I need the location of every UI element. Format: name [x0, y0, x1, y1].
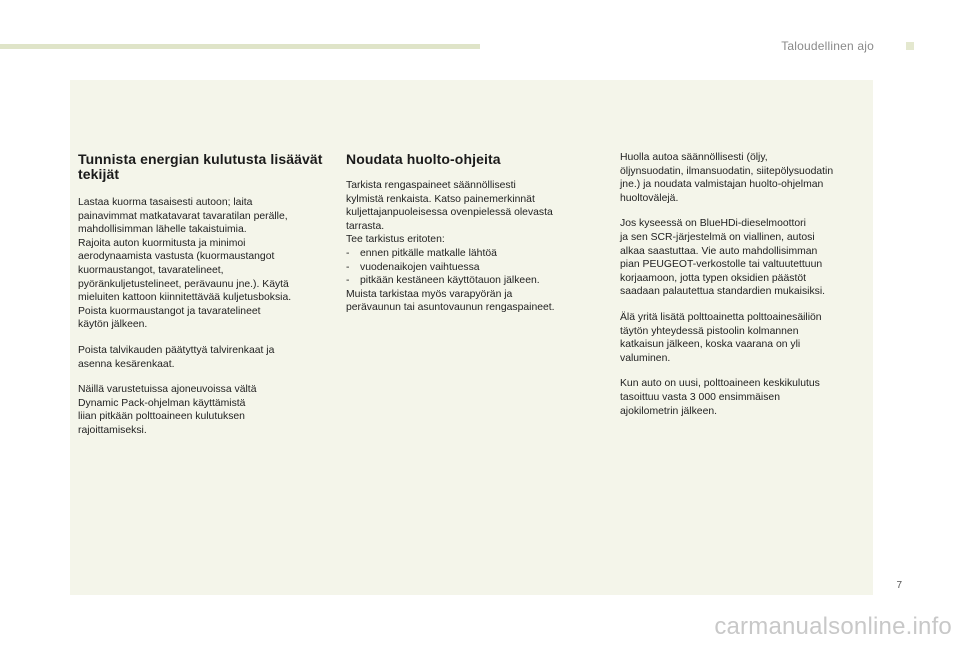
text-line: Huolla autoa säännöllisesti (öljy, [620, 152, 768, 163]
column-maintenance [346, 152, 596, 327]
text-line: kylmistä renkaista. Katso painemerkinnät [346, 193, 535, 205]
column-service [620, 151, 870, 430]
text-line: tarrasta. [346, 220, 385, 232]
text-line: rajoittamiseksi. [78, 424, 147, 436]
paragraph-winter-tyres [78, 344, 340, 371]
text-line: jne.) ja noudata valmistajan huolto-ohjelman [620, 179, 824, 191]
heading-energy-factors: Tunnista energian kulutusta lisäävät tekijät [78, 151, 323, 182]
text-line: Muista tarkistaa myös varapyörän ja [346, 288, 513, 300]
text-line: kuljettajanpuoleisessa ovenpielessä olevasta [346, 207, 553, 219]
paragraph-fuel-overfill [620, 311, 870, 365]
paragraph-service-intervals [620, 151, 870, 205]
text-line: pyöränkuljetustelineet, perävaunu jne.). Käytä [78, 278, 289, 290]
text-line: liian pitkään polttoaineen kulutuksen [78, 411, 245, 423]
text-line: käytön jälkeen. [78, 319, 148, 331]
content-panel [70, 80, 873, 595]
page-number: 7 [896, 580, 902, 591]
text-line: Rajoita auton kuormitusta ja minimoi [78, 237, 246, 249]
text-line: öljynsuodatin, ilmansuodatin, siitepölysuodatin [620, 165, 834, 177]
text-line: perävaunun tai asuntovaunun rengaspaineet. [346, 302, 555, 314]
text-line: Jos kyseessä on BlueHDi-dieselmoottori [620, 218, 806, 230]
list-item: - pitkään kestäneen käyttötauon jälkeen. [346, 274, 596, 288]
text-line: Kun auto on uusi, polttoaineen keskikulutus [620, 378, 820, 390]
text-line: ja sen SCR-järjestelmä on viallinen, autosi [620, 231, 815, 243]
text-line: katkaisun jälkeen, koska vaarana on yli [620, 339, 801, 351]
paragraph-loading [78, 196, 340, 332]
paragraph-new-car [620, 377, 870, 418]
text-line: Poista kuormaustangot ja tavaratelineet [78, 305, 261, 317]
watermark-text: carmanualsonline.info [714, 613, 952, 640]
list-item: - vuodenaikojen vaihtuessa [346, 261, 596, 275]
check-list [346, 247, 596, 288]
text-line: mieluiten kattoon kiinnitettävää kuljetusboksia. [78, 292, 292, 304]
column-energy-factors [78, 152, 340, 450]
text-line: alkaa saastuttaa. Vie auto mahdollisimman [620, 245, 818, 257]
text-line: asenna kesärenkaat. [78, 358, 175, 370]
text-line: aerodynaamista vastusta (kuormaustangot [78, 251, 275, 263]
text-line: mahdollisimman lähelle takaistuimia. [78, 224, 247, 236]
text-line: painavimmat matkatavarat tavaratilan perälle, [78, 210, 288, 222]
text-line: Poista talvikauden päätyttyä talvirenkaat ja [78, 344, 275, 356]
text-line: Tarkista rengaspaineet säännöllisesti [346, 180, 516, 191]
text-line: Näillä varustetuissa ajoneuvoissa vältä [78, 384, 257, 396]
paragraph-dynamic-pack [78, 383, 340, 437]
section-title: Taloudellinen ajo [781, 39, 874, 53]
paragraph-bluehdi [620, 217, 870, 299]
header-square-icon [906, 42, 914, 50]
text-line: huoltovälejä. [620, 192, 679, 204]
text-line: Tee tarkistus eritoten: [346, 234, 445, 246]
heading-maintenance: Noudata huolto-ohjeita [346, 151, 501, 167]
text-line: valuminen. [620, 352, 671, 364]
text-line: saadaan palautettua standardien mukaisiksi. [620, 286, 826, 298]
text-line: täytön yhteydessä pistoolin kolmannen [620, 325, 799, 337]
paragraph-spare-tyre [346, 288, 596, 315]
text-line: kuormaustangot, tavaratelineet, [78, 264, 224, 276]
text-line: ajokilometrin jälkeen. [620, 405, 718, 417]
list-item: - ennen pitkälle matkalle lähtöä [346, 247, 596, 261]
text-line: Älä yritä lisätä polttoainetta polttoainesäiliön [620, 311, 822, 323]
paragraph-tyre-pressure [346, 179, 596, 247]
header-accent-bar [0, 44, 480, 49]
text-line: pian PEUGEOT-verkostolle tai valtuutettuun [620, 259, 823, 271]
text-line: korjaamoon, jotta typen oksidien päästöt [620, 272, 806, 284]
text-line: Lastaa kuorma tasaisesti autoon; laita [78, 197, 253, 208]
text-line: Dynamic Pack-ohjelman käyttämistä [78, 397, 246, 409]
text-line: tasoittuu vasta 3 000 ensimmäisen [620, 391, 780, 403]
